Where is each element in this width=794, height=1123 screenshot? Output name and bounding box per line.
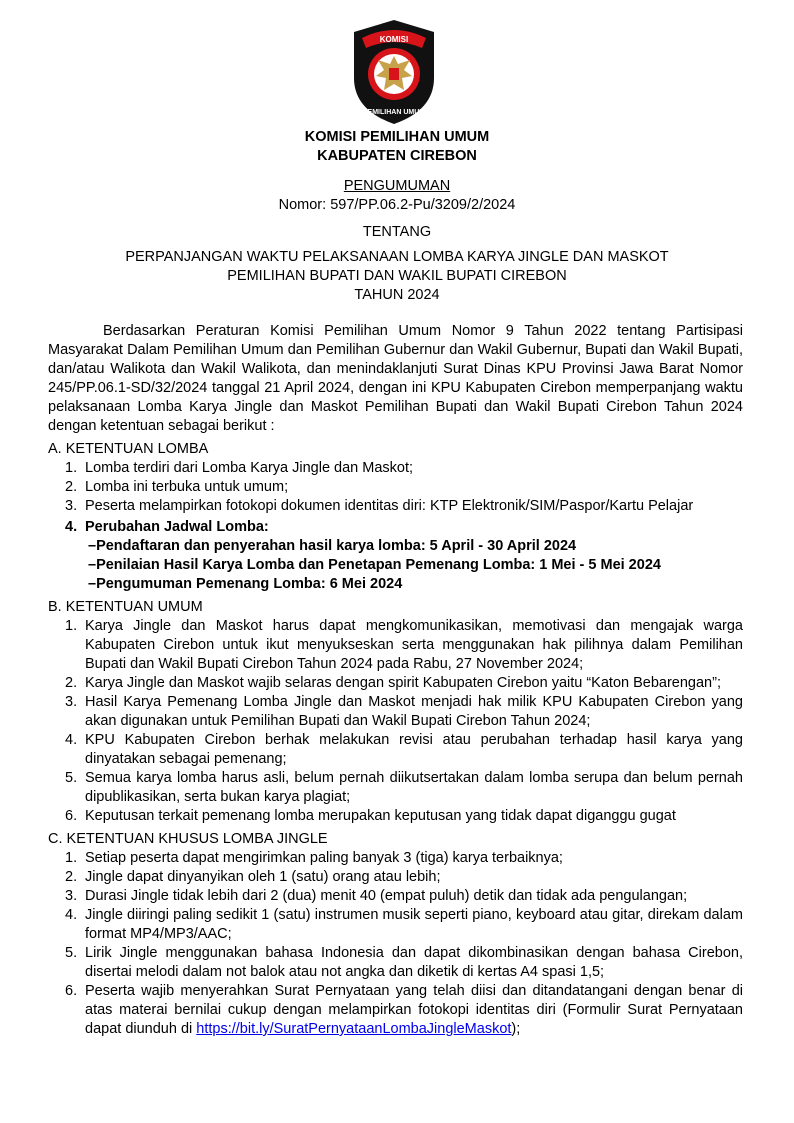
list-item: 4. Jingle diiringi paling sedikit 1 (satu) instrumen musik seperti piano, keyboard atau gitar, direkam dalam format MP4/MP3/AAC; xyxy=(65,907,743,942)
list-item: 6. Keputusan terkait pemenang lomba merupakan keputusan yang tidak dapat diganggu gugat xyxy=(65,808,676,824)
section-b xyxy=(48,598,743,826)
section-c xyxy=(48,830,743,1039)
intro-paragraph: Berdasarkan Peraturan Komisi Pemilihan Umum Nomor 9 Tahun 2022 tentang Partisipasi Masyarakat Dalam Pemilihan Umum dan Pemilihan Gubernur dan Wakil Gubernur, Bupati dan Wakil Bupati, dan/atau Walikota dan Wakil Walikota, dan menindaklanjuti Surat Dinas KPU Provinsi Jawa Barat Nomor 245/PP.06.1-SD/32/2024 tanggal 21 April 2024, dengan ini KPU Kabupaten Cirebon memperpanjang waktu pelaksanaan Lomba Karya Jingle dan Maskot Pemilihan Bupati dan Wakil Bupati Cirebon Tahun 2024 dengan ketentuan sebagai berikut : xyxy=(48,323,743,434)
schedule-row: –Pengumuman Pemenang Lomba: 6 Mei 2024 xyxy=(88,576,403,592)
logo-top-text: KOMISI xyxy=(379,35,409,44)
kpu-logo xyxy=(348,18,440,126)
schedule-item: 4. Perubahan Jadwal Lomba: –Pendaftaran dan penyerahan hasil karya lomba: 5 April - 30 April 2024 –Penilaian Hasil Karya Lomba dan Penetapan Pemenang Lomba: 1 Mei - 5 Mei 2024 –Pengumuman Pemenang Lomba: 6 Mei 2024 xyxy=(48,518,743,594)
list-item: 2. Lomba ini terbuka untuk umum; xyxy=(65,479,289,495)
logo-ring-text: PEMILIHAN UMUM xyxy=(362,109,426,116)
org-name-line2: KABUPATEN CIREBON xyxy=(317,148,477,164)
org-name-line1: KOMISI PEMILIHAN UMUM xyxy=(304,129,490,145)
doc-title-line1: PERPANJANGAN WAKTU PELAKSANAAN LOMBA KARYA JINGLE DAN MASKOT xyxy=(125,249,669,265)
section-a xyxy=(48,440,743,594)
list-item: 6. Peserta wajib menyerahkan Surat Pernyataan yang telah diisi dan ditandatangani dengan benar di atas materai bernilai cukup dengan melampirkan fotokopi identitas diri (Formulir Surat Pernyataan dapat diunduh di https://bit.ly/SuratPernyataanLombaJingleMaskot); xyxy=(65,983,743,1037)
doc-title-line3: TAHUN 2024 xyxy=(354,287,440,303)
list-item: 5. Semua karya lomba harus asli, belum pernah diikutsertakan dalam lomba serupa dan belum pernah dipublikasikan, serta bukan karya plagiat; xyxy=(65,770,743,805)
list-item: 5. Lirik Jingle menggunakan bahasa Indonesia dan dapat dikombinasikan dengan bahasa Cirebon, disertai melodi dalam not balok atau not angka dan diketik di kertas A4 spasi 1,5; xyxy=(65,945,743,980)
schedule-title: Perubahan Jadwal Lomba: xyxy=(85,519,269,535)
doc-about: TENTANG xyxy=(362,224,432,240)
section-a-list xyxy=(48,459,743,594)
list-item: 3. Peserta melampirkan fotokopi dokumen identitas diri: KTP Elektronik/SIM/Paspor/Kartu Pelajar xyxy=(65,498,694,514)
list-item: 1. Setiap peserta dapat mengirimkan paling banyak 3 (tiga) karya terbaiknya; xyxy=(65,850,563,866)
form-download-link[interactable]: https://bit.ly/SuratPernyataanLombaJingleMaskot xyxy=(196,1021,512,1037)
list-item: 1. Karya Jingle dan Maskot harus dapat mengkomunikasikan, memotivasi dan mengajak warga Kabupaten Cirebon untuk ikut menyukseskan serta menggunakan hak pilihnya dalam Pemilihan Bupati dan Wakil Bupati Cirebon Tahun 2024 pada Rabu, 27 November 2024; xyxy=(65,618,743,672)
list-item: 3. Durasi Jingle tidak lebih dari 2 (dua) menit 40 (empat puluh) detik dan tidak ada pengulangan; xyxy=(65,888,688,904)
schedule-list xyxy=(48,537,743,594)
section-a-title: A. KETENTUAN LOMBA xyxy=(48,441,209,457)
logo-shield-small xyxy=(389,68,399,80)
section-b-title: B. KETENTUAN UMUM xyxy=(48,599,203,615)
schedule-row: –Penilaian Hasil Karya Lomba dan Penetapan Pemenang Lomba: 1 Mei - 5 Mei 2024 xyxy=(88,557,661,573)
section-b-list xyxy=(48,617,743,826)
section-c-list xyxy=(48,849,743,1039)
list-item: 2. Karya Jingle dan Maskot wajib selaras dengan spirit Kabupaten Cirebon yaitu “Katon Bebarengan”; xyxy=(65,675,721,691)
list-item: 4. KPU Kabupaten Cirebon berhak melakukan revisi atau perubahan terhadap hasil karya yang dinyatakan sebagai pemenang; xyxy=(65,732,743,767)
doc-number: Nomor: 597/PP.06.2-Pu/3209/2/2024 xyxy=(278,197,516,213)
list-item: 3. Hasil Karya Pemenang Lomba Jingle dan Maskot menjadi hak milik KPU Kabupaten Cirebon yang akan digunakan untuk Pemilihan Bupati dan Wakil Bupati Cirebon Tahun 2024; xyxy=(65,694,743,729)
schedule-row: –Pendaftaran dan penyerahan hasil karya lomba: 5 April - 30 April 2024 xyxy=(88,538,577,554)
list-item: 2. Jingle dapat dinyanyikan oleh 1 (satu) orang atau lebih; xyxy=(65,869,441,885)
list-item: 1. Lomba terdiri dari Lomba Karya Jingle dan Maskot; xyxy=(65,460,414,476)
document-body xyxy=(48,322,743,1039)
section-c-title: C. KETENTUAN KHUSUS LOMBA JINGLE xyxy=(48,831,328,847)
doc-title-line2: PEMILIHAN BUPATI DAN WAKIL BUPATI CIREBON xyxy=(227,268,567,284)
doc-type: PENGUMUMAN xyxy=(343,178,451,194)
